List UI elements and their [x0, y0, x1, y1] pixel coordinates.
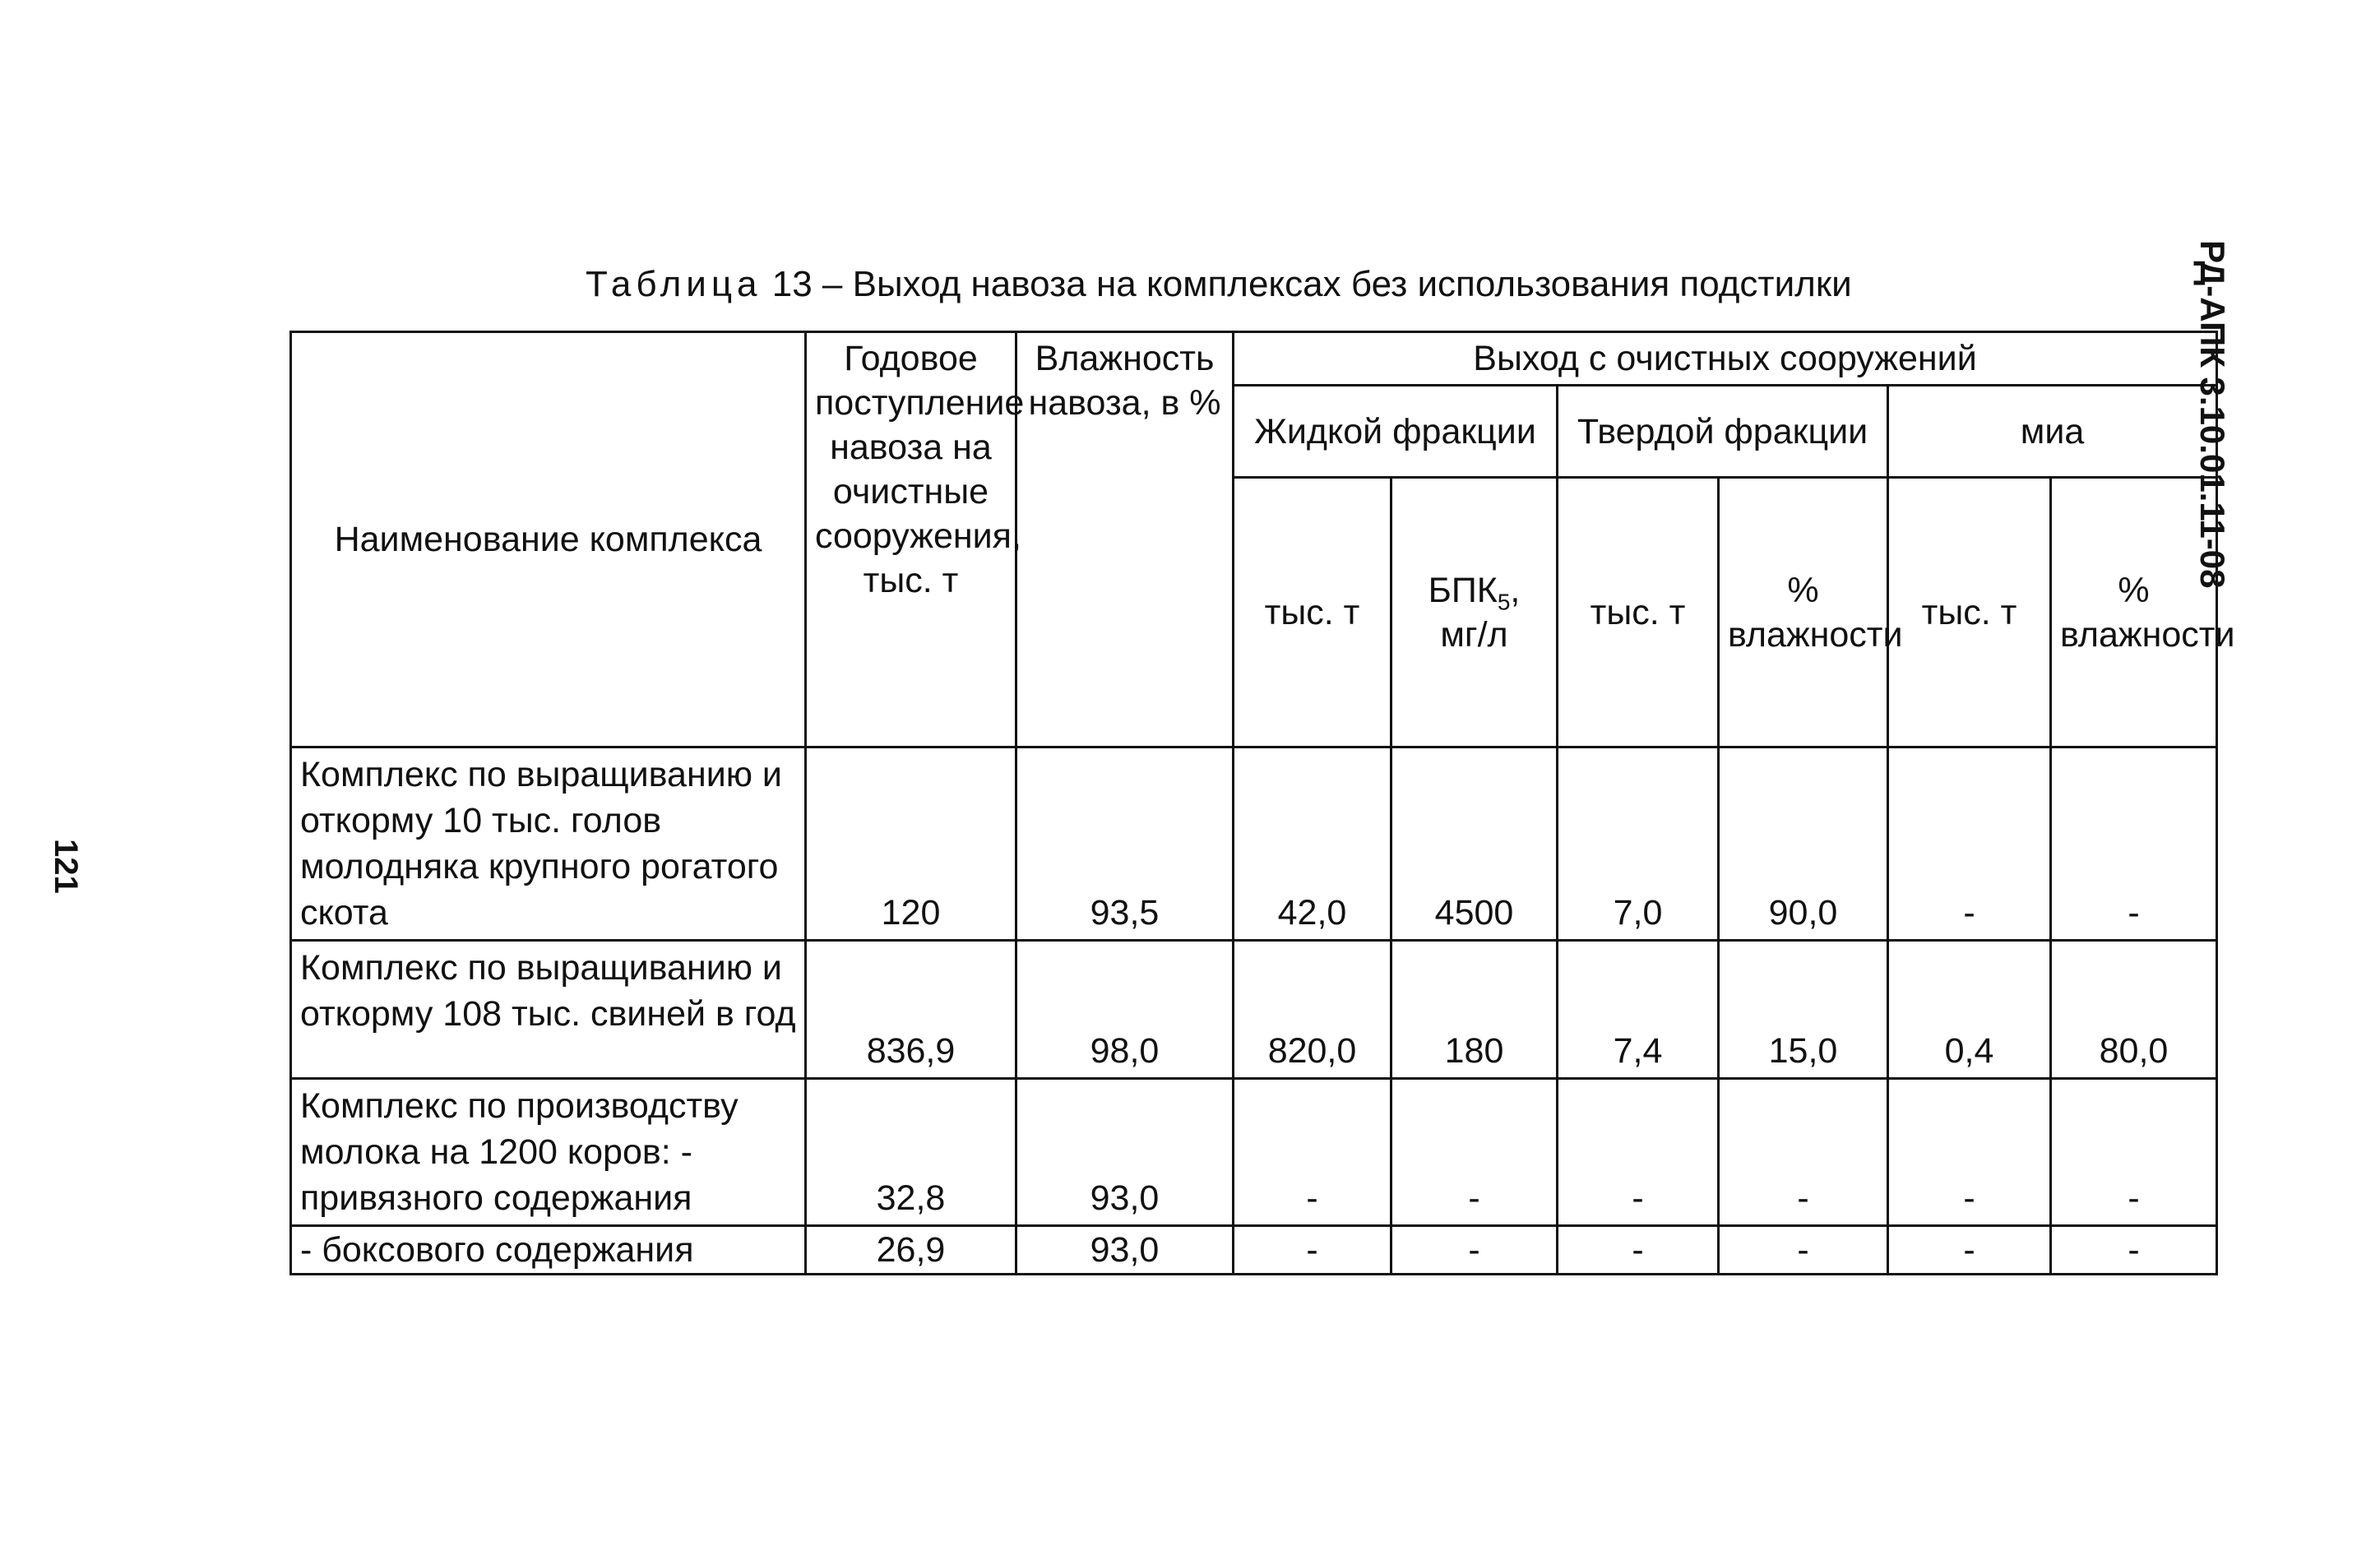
header-annual-inflow: Годовое поступление навоза на очистные сооружения, тыс. т	[806, 332, 1016, 747]
cell-liquid-bpk: -	[1391, 1226, 1558, 1275]
header-third-moisture: % влажности	[2051, 478, 2217, 747]
cell-third-moisture: -	[2051, 1079, 2217, 1226]
table-row	[291, 941, 2217, 1079]
header-third-group: миа	[1888, 386, 2217, 478]
table-title-text: 13 – Выход навоза на комплексах без использования подстилки	[762, 264, 1852, 304]
cell-annual-inflow: 836,9	[806, 941, 1016, 1079]
cell-liquid-thousand-t: 820,0	[1234, 941, 1391, 1079]
row-name: Комплекс по выращиванию и откорму 108 тыс. свиней в год	[291, 941, 806, 1079]
cell-third-moisture: -	[2051, 1226, 2217, 1275]
cell-annual-inflow: 120	[806, 747, 1016, 941]
cell-solid-moisture: -	[1719, 1079, 1888, 1226]
table-title	[586, 260, 1852, 309]
cell-third-thousand-t: -	[1888, 747, 2051, 941]
bpk-prefix: БПК	[1428, 570, 1498, 610]
header-solid-moisture: % влажности	[1719, 478, 1888, 747]
table-row	[291, 1079, 2217, 1226]
bpk-suffix: , мг/л	[1440, 570, 1521, 655]
row-name: Комплекс по выращиванию и откорму 10 тыс. голов молодняка крупного рогатого скота	[291, 747, 806, 941]
header-liquid-fraction: Жидкой фракции	[1234, 386, 1558, 478]
header-output-group: Выход с очистных сооружений	[1234, 332, 2217, 386]
cell-third-thousand-t: -	[1888, 1226, 2051, 1275]
cell-liquid-bpk: -	[1391, 1079, 1558, 1226]
cell-liquid-thousand-t: 42,0	[1234, 747, 1391, 941]
header-name: Наименование комплекса	[291, 332, 806, 747]
header-moisture: Влажность навоза, в %	[1016, 332, 1234, 747]
cell-third-moisture: -	[2051, 747, 2217, 941]
cell-solid-moisture: 15,0	[1719, 941, 1888, 1079]
header-solid-thousand-t: тыс. т	[1558, 478, 1719, 747]
cell-third-thousand-t: 0,4	[1888, 941, 2051, 1079]
cell-moisture: 98,0	[1016, 941, 1234, 1079]
table-row	[291, 1226, 2217, 1275]
cell-liquid-bpk: 4500	[1391, 747, 1558, 941]
header-liquid-thousand-t: тыс. т	[1234, 478, 1391, 747]
header-liquid-bpk	[1391, 478, 1558, 747]
table-row	[291, 747, 2217, 941]
cell-solid-thousand-t: 7,4	[1558, 941, 1719, 1079]
document-code: РД-АПК 3.10.01.11-08	[2193, 240, 2232, 589]
page-number: 121	[48, 839, 84, 894]
cell-third-thousand-t: -	[1888, 1079, 2051, 1226]
cell-solid-thousand-t: -	[1558, 1226, 1719, 1275]
cell-moisture: 93,0	[1016, 1079, 1234, 1226]
row-name: Комплекс по производству молока на 1200 коров: - привязного содержания	[291, 1079, 806, 1226]
cell-moisture: 93,5	[1016, 747, 1234, 941]
cell-solid-thousand-t: -	[1558, 1079, 1719, 1226]
cell-solid-moisture: -	[1719, 1226, 1888, 1275]
header-row-1	[291, 332, 2217, 386]
cell-moisture: 93,0	[1016, 1226, 1234, 1275]
cell-annual-inflow: 32,8	[806, 1079, 1016, 1226]
header-third-thousand-t: тыс. т	[1888, 478, 2051, 747]
row-name: - боксового содержания	[291, 1226, 806, 1275]
cell-third-moisture: 80,0	[2051, 941, 2217, 1079]
cell-solid-moisture: 90,0	[1719, 747, 1888, 941]
header-solid-fraction: Твердой фракции	[1558, 386, 1888, 478]
cell-annual-inflow: 26,9	[806, 1226, 1016, 1275]
cell-solid-thousand-t: 7,0	[1558, 747, 1719, 941]
bpk-subscript: 5	[1497, 589, 1511, 615]
table-title-label: Таблица	[586, 264, 762, 304]
cell-liquid-thousand-t: -	[1234, 1079, 1391, 1226]
cell-liquid-bpk: 180	[1391, 941, 1558, 1079]
cell-liquid-thousand-t: -	[1234, 1226, 1391, 1275]
